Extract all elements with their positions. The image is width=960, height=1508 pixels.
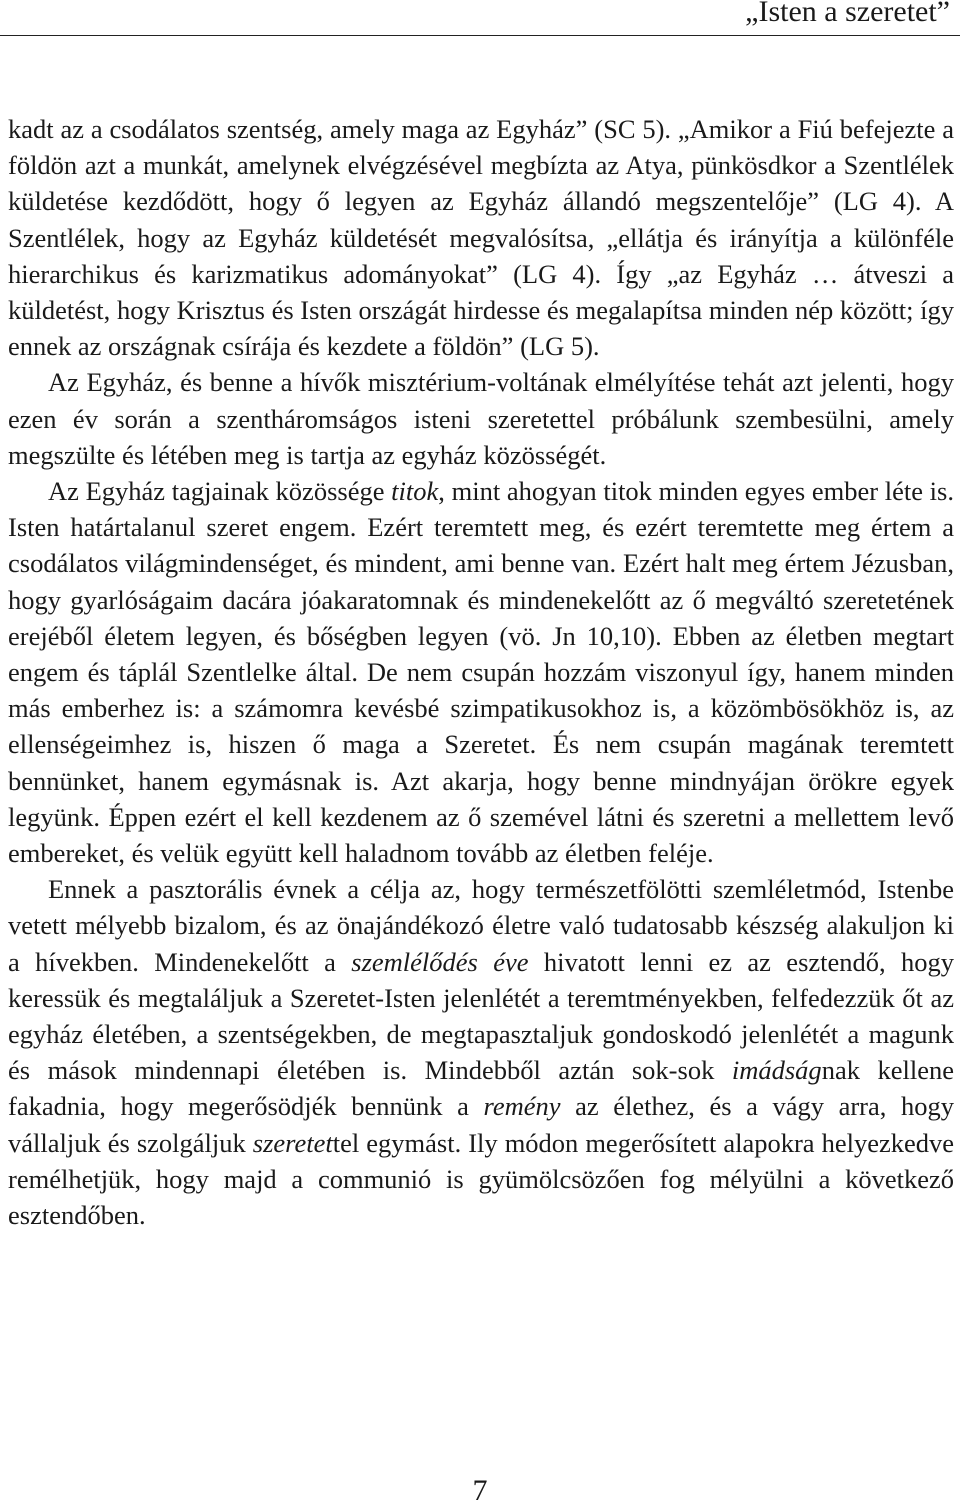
italic-emphasis: remény (483, 1091, 561, 1122)
italic-emphasis: imádság (731, 1055, 822, 1086)
text-run: Az Egyház tagjainak közössége (48, 476, 392, 507)
text-run: az élethez, és a vágy arra, hogy vállaljuk és szolgáljuk (8, 1091, 954, 1158)
text-run: , mint ahogyan titok minden egyes ember léte is. Isten határtalanul szeret engem. Ezért teremtett meg, és ezért teremtette meg értem a csodálatos világmindenséget, és mindent, ami benne van. Ezért halt meg értem Jézusban, hogy gyarlóságaim dacára jóakaratomnak és mindenekelőtt az ő megváltó szeretetének erejéből életem legyen, és bőségben legyen (vö. Jn 10,10). Ebben az életben megtart engem és táplál Szentlelke által. De nem csupán hozzám viszonyul így, hanem minden más emberhez is: a számomra kevésbé szimpatikusokhoz is, a közömbösökhöz is, az ellenségeimhez is, hiszen ő maga a Szeretet. És nem csupán magának teremtett bennünket, hanem egymásnak is. Azt akarja, hogy benne mindnyájan örökre egyek legyünk. Éppen ezért el kell kezdenem az ő szemével látni és szeretni a mellettem levő embereket, és velük együtt kell haladnom tovább az életben feléje. (8, 476, 954, 869)
body-text (8, 111, 954, 1233)
running-header-title: „Isten a szeretet” (745, 0, 950, 28)
text-run: tel egymást. Ily módon megerősített alapokra helyezkedve remélhetjük, hogy majd a communió is gyümölcsözően fog mélyülni a következő esztendőben. (8, 1127, 954, 1231)
italic-emphasis: titok (391, 476, 439, 507)
italic-emphasis: szeretet (252, 1127, 333, 1158)
text-run: Ennek a pasztorális évnek a célja az, hogy természetfölötti szemléletmód, Istenbe vetett mélyebb bizalom, és az önajándékozó életre való tudatosabb készség alakuljon ki a hívekben. Mindenekelőtt a (8, 874, 954, 977)
text-run: kadt az a csodálatos szentség, amely maga az Egyház” (SC 5). „Amikor a Fiú befejezte a földön azt a munkát, amelynek elvégzésével megbízta az Atya, pünkösdkor a Szentlélek küldetése kezdődött, hogy ő legyen az Egyház állandó megszentelője” (LG 4). A Szentlélek, hogy az Egyház küldetését megvalósítsa, „ellátja és irányítja a különféle hierarchikus és karizmatikus adományokat” (LG 4). Így „az Egyház … átveszi a küldetést, hogy Krisztus és Isten országát hirdesse és megalapítsa minden nép között; így ennek az országnak csírája és kezdete a földön” (LG 5). (8, 114, 954, 362)
italic-emphasis: szemlélődés éve (351, 946, 529, 977)
page-number: 7 (472, 1474, 488, 1507)
text-run: Az Egyház, és benne a hívők misztérium-voltának elmélyítése tehát azt jelenti, hogy ezen év során a szentháromságos isteni szeretettel próbálunk szembesülni, amely megszülte és létében meg is tartja az egyház közösségét. (8, 367, 954, 470)
body-paragraph (8, 871, 954, 1233)
text-run: hivatott lenni ez az esztendő, hogy keressük és megtaláljuk a Szeretet-Isten jelenlétét a teremtményekben, felfedezzük őt az egyház életében, a szentségekben, de megtapasztaljuk gondoskodó jelenlétét a magunk és mások mindennapi életében is. Mindebből aztán sok-sok (8, 946, 954, 1086)
body-paragraph (8, 473, 954, 871)
body-paragraph (8, 111, 954, 364)
text-run: nak kellene fakadnia, hogy megerősödjék bennünk a (8, 1055, 954, 1122)
running-header (0, 0, 960, 36)
body-paragraph (8, 364, 954, 473)
